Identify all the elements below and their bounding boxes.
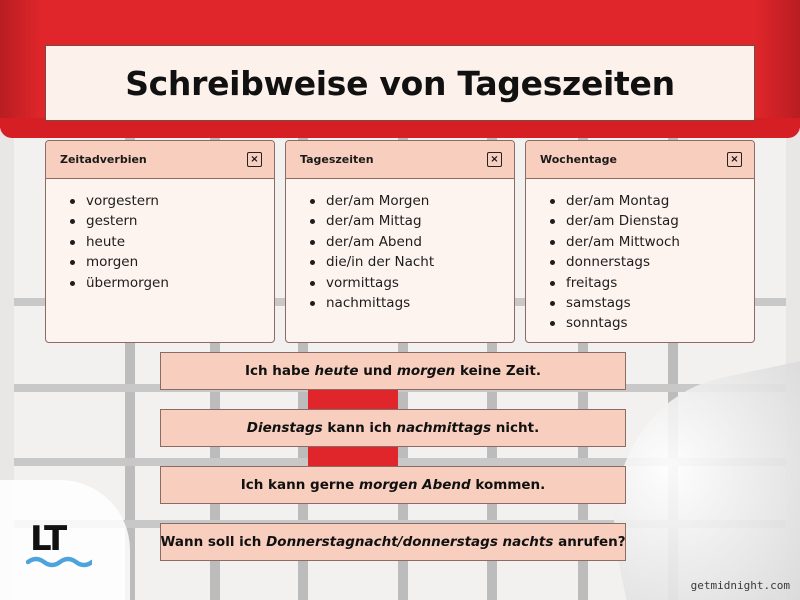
example-sentence-3	[160, 466, 626, 504]
page-title: Schreibweise von Tageszeiten	[125, 63, 675, 103]
item-list	[526, 179, 754, 334]
waves-icon	[28, 559, 92, 565]
card-zeitadverbien	[45, 140, 275, 343]
sentence-text: nicht.	[491, 420, 540, 436]
item-list	[286, 179, 514, 313]
list-item: sonntags	[548, 313, 754, 333]
sentence-text: Wann soll ich	[160, 534, 267, 550]
card-header	[46, 141, 274, 179]
example-sentence-2	[160, 409, 626, 447]
card-tageszeiten	[285, 140, 515, 343]
list-item: heute	[68, 232, 274, 252]
list-item: der/am Abend	[308, 232, 514, 252]
close-icon[interactable]: ×	[487, 152, 502, 167]
list-item: freitags	[548, 273, 754, 293]
sentence-text: kommen.	[470, 477, 546, 493]
sentence-text: und	[358, 363, 397, 379]
list-item: die/in der Nacht	[308, 252, 514, 272]
list-item: der/am Dienstag	[548, 211, 754, 231]
calendar-binding	[0, 118, 800, 138]
card-title: Zeitadverbien	[60, 153, 147, 166]
list-item: vorgestern	[68, 191, 274, 211]
logo-text: LT	[30, 520, 66, 559]
list-item: übermorgen	[68, 273, 274, 293]
list-item: samstags	[548, 293, 754, 313]
sentence-highlight: heute	[314, 363, 359, 379]
sentence-highlight: Donnerstagnacht/donnerstags nachts	[266, 534, 554, 550]
list-item: nachmittags	[308, 293, 514, 313]
card-header	[526, 141, 754, 179]
highlighted-day	[308, 390, 398, 410]
list-item: der/am Montag	[548, 191, 754, 211]
list-item: donnerstags	[548, 252, 754, 272]
brand-logo	[26, 520, 92, 576]
watermark: getmidnight.com	[690, 579, 790, 592]
list-item: der/am Mittag	[308, 211, 514, 231]
list-item: der/am Morgen	[308, 191, 514, 211]
logo-mark	[26, 520, 92, 576]
list-item: morgen	[68, 252, 274, 272]
card-wochentage	[525, 140, 755, 343]
example-sentence-1	[160, 352, 626, 390]
sentence-text: Ich habe	[244, 363, 315, 379]
close-icon[interactable]: ×	[727, 152, 742, 167]
item-list	[46, 179, 274, 293]
close-icon[interactable]: ×	[247, 152, 262, 167]
sentence-highlight: nachmittags	[396, 420, 492, 436]
sentence-text: Ich kann gerne	[240, 477, 359, 493]
sentence-highlight: morgen	[396, 363, 456, 379]
list-item: gestern	[68, 211, 274, 231]
sentence-text: kann ich	[322, 420, 397, 436]
list-item: vormittags	[308, 273, 514, 293]
sentence-highlight: Dienstags	[246, 420, 323, 436]
example-sentence-4	[160, 523, 626, 561]
title-banner	[45, 45, 755, 121]
list-item: der/am Mittwoch	[548, 232, 754, 252]
card-header	[286, 141, 514, 179]
sentence-text: keine Zeit.	[455, 363, 542, 379]
highlighted-day	[308, 447, 398, 467]
sentence-highlight: morgen Abend	[359, 477, 471, 493]
card-title: Wochentage	[540, 153, 617, 166]
card-title: Tageszeiten	[300, 153, 374, 166]
sentence-text: anrufen?	[553, 534, 626, 550]
